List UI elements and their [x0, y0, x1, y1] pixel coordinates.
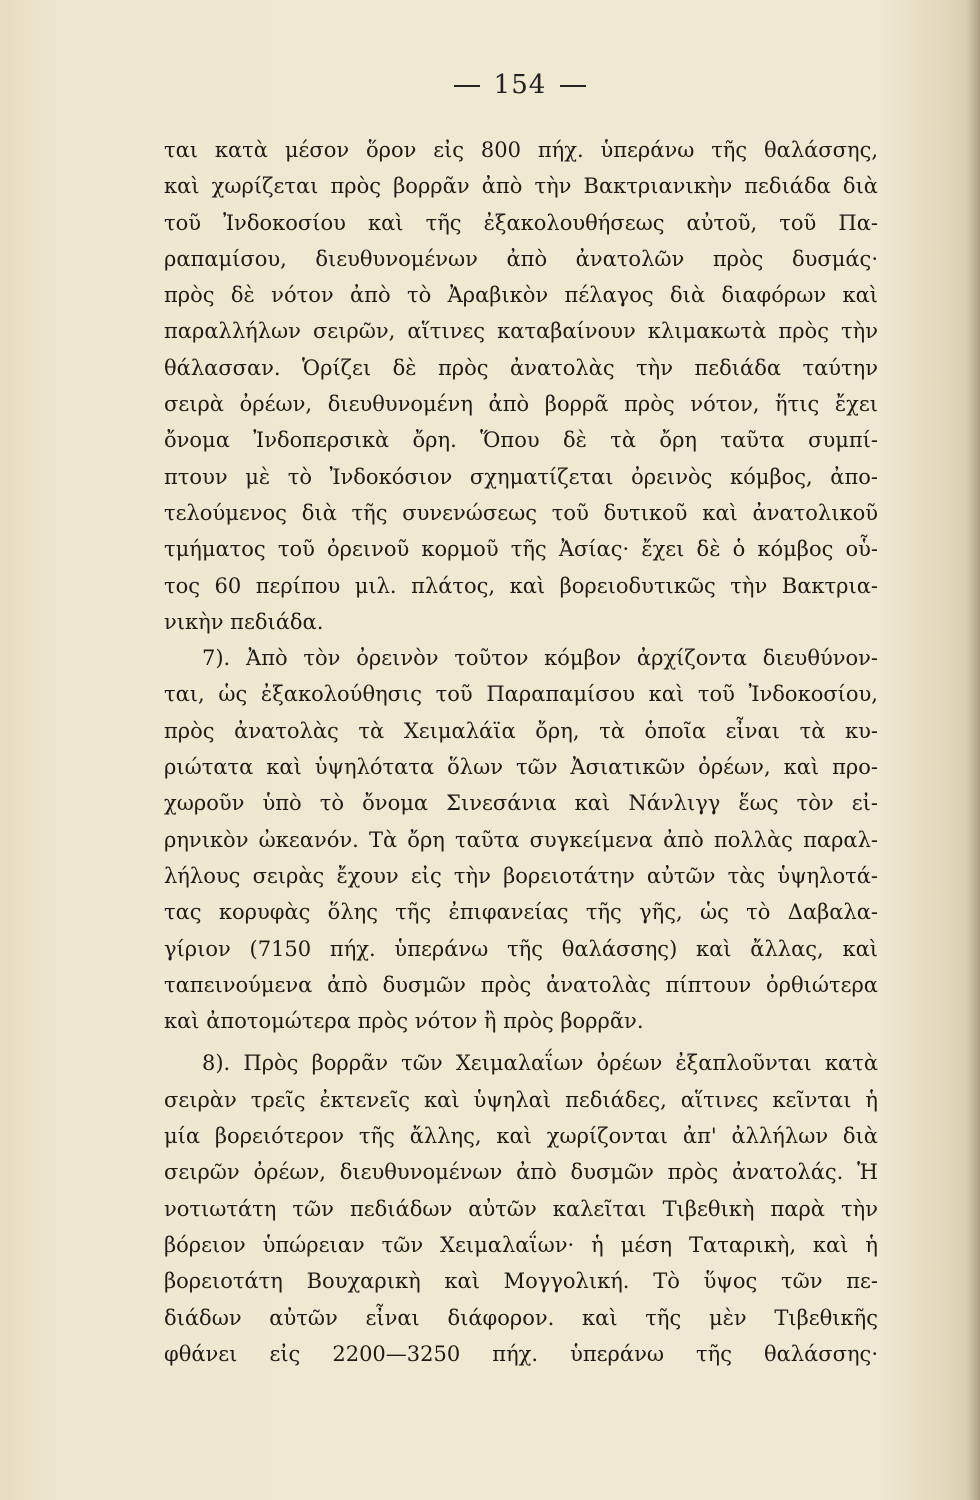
text-line: ρηνικὸν ὠκεανόν. Τὰ ὄρη ταῦτα συγκείμενα ἀπὸ πολλὰς παραλ-: [164, 827, 878, 852]
text-line: 8). Πρὸς βορρᾶν τῶν Χειμαλαΐων ὀρέων ἐξαπλοῦνται κατὰ: [202, 1051, 878, 1076]
paragraph-2: [164, 640, 878, 1039]
text-line: διάδων αὐτῶν εἶναι διάφορον. καὶ τῆς μὲν Τιβεθικῆς: [164, 1305, 878, 1330]
text-line: πρὸς δὲ νότον ἀπὸ τὸ Ἀραβικὸν πέλαγος διὰ διαφόρων καὶ: [164, 283, 878, 308]
text-line: σειρὰ ὀρέων, διευθυνομένη ἀπὸ βορρᾶ πρὸς νότον, ἥτις ἔχει: [164, 392, 878, 417]
paragraph-1: [164, 132, 878, 640]
text-line: γίριον (7150 πήχ. ὑπεράνω τῆς θαλάσσης) καὶ ἄλλας, καὶ: [164, 936, 878, 961]
text-line: παραλλήλων σειρῶν, αἵτινες καταβαίνουν κλιμακωτὰ πρὸς τὴν: [164, 319, 878, 344]
text-line: ταπεινούμενα ἀπὸ δυσμῶν πρὸς ἀνατολὰς πίπτουν ὀρθιώτερα: [164, 972, 878, 997]
text-line: 7). Ἀπὸ τὸν ὀρεινὸν τοῦτον κόμβον ἀρχίζοντα διευθύνον-: [202, 646, 878, 671]
text-line: χωροῦν ὑπὸ τὸ ὄνομα Σινεσάνια καὶ Νάνλιγγ ἕως τὸν εἰ-: [164, 791, 878, 816]
body-text: [164, 132, 878, 1372]
text-line: σειρὰν τρεῖς ἐκτενεῖς καὶ ὑψηλαὶ πεδιάδες, αἵτινες κεῖνται ἡ: [164, 1087, 878, 1112]
text-line: νοτιωτάτη τῶν πεδιάδων αὐτῶν καλεῖται Τιβεθικὴ παρὰ τὴν: [164, 1196, 878, 1221]
text-line: βόρειον ὑπώρειαν τῶν Χειμαλαΐων· ἡ μέση Ταταρικὴ, καὶ ἡ: [164, 1232, 878, 1257]
text-line: πτουν μὲ τὸ Ἰνδοκόσιον σχηματίζεται ὀρεινὸς κόμβος, ἀπο-: [164, 464, 878, 489]
text-line: νικὴν πεδιάδα.: [164, 609, 324, 634]
text-line: τας κορυφὰς ὅλης τῆς ἐπιφανείας τῆς γῆς, ὡς τὸ Δαβαλα-: [164, 900, 878, 925]
text-line: καὶ ἀποτομώτερα πρὸς νότον ἢ πρὸς βορρᾶν.: [164, 1009, 644, 1034]
text-line: θάλασσαν. Ὁρίζει δὲ πρὸς ἀνατολὰς τὴν πεδιάδα ταύτην: [164, 355, 878, 380]
paragraph-3: [164, 1045, 878, 1372]
header-dash-left: [454, 85, 480, 87]
text-line: λήλους σειρὰς ἔχουν εἰς τὴν βορειοτάτην αὐτῶν τὰς ὑψηλοτά-: [164, 863, 878, 888]
text-line: ται, ὡς ἐξακολούθησις τοῦ Παραπαμίσου καὶ τοῦ Ἰνδοκοσίου,: [164, 682, 878, 707]
text-line: φθάνει εἰς 2200—3250 πήχ. ὑπεράνω τῆς θαλάσσης·: [164, 1341, 878, 1366]
header-dash-right: [560, 85, 586, 87]
text-line: μία βορειότερον τῆς ἄλλης, καὶ χωρίζονται ἀπ' ἀλλήλων διὰ: [164, 1124, 878, 1149]
text-line: τμήματος τοῦ ὀρεινοῦ κορμοῦ τῆς Ἀσίας· ἔχει δὲ ὁ κόμβος οὗ-: [164, 537, 878, 562]
text-line: ται κατὰ μέσον ὅρον εἰς 800 πήχ. ὑπεράνω τῆς θαλάσσης,: [164, 138, 878, 162]
text-line: ραπαμίσου, διευθυνομένων ἀπὸ ἀνατολῶν πρὸς δυσμάς·: [164, 246, 878, 271]
text-line: καὶ χωρίζεται πρὸς βορρᾶν ἀπὸ τὴν Βακτριανικὴν πεδιάδα διὰ: [164, 174, 878, 199]
text-line: βορειοτάτη Βουχαρικὴ καὶ Μογγολική. Τὸ ὕψος τῶν πε-: [164, 1269, 878, 1294]
text-line: τος 60 περίπου μιλ. πλάτος, καὶ βορειοδυτικῶς τὴν Βακτρια-: [164, 573, 878, 598]
text-line: ριώτατα καὶ ὑψηλότατα ὅλων τῶν Ἀσιατικῶν ὀρέων, καὶ προ-: [164, 755, 878, 780]
text-line: σειρῶν ὀρέων, διευθυνομένων ἀπὸ δυσμῶν πρὸς ἀνατολάς. Ἡ: [164, 1160, 878, 1185]
text-line: τελούμενος διὰ τῆς συνενώσεως τοῦ δυτικοῦ καὶ ἀνατολικοῦ: [164, 500, 878, 525]
page-header: [430, 70, 610, 100]
text-line: πρὸς ἀνατολὰς τὰ Χειμαλάϊα ὄρη, τὰ ὁποῖα εἶναι τὰ κυ-: [164, 718, 878, 743]
text-line: ὄνομα Ἰνδοπερσικὰ ὄρη. Ὅπου δὲ τὰ ὄρη ταῦτα συμπί-: [164, 428, 878, 453]
page-number: 154: [493, 70, 547, 100]
text-line: τοῦ Ἰνδοκοσίου καὶ τῆς ἐξακολουθήσεως αὐτοῦ, τοῦ Πα-: [164, 210, 878, 235]
page-edge-shadow: [966, 0, 980, 1500]
